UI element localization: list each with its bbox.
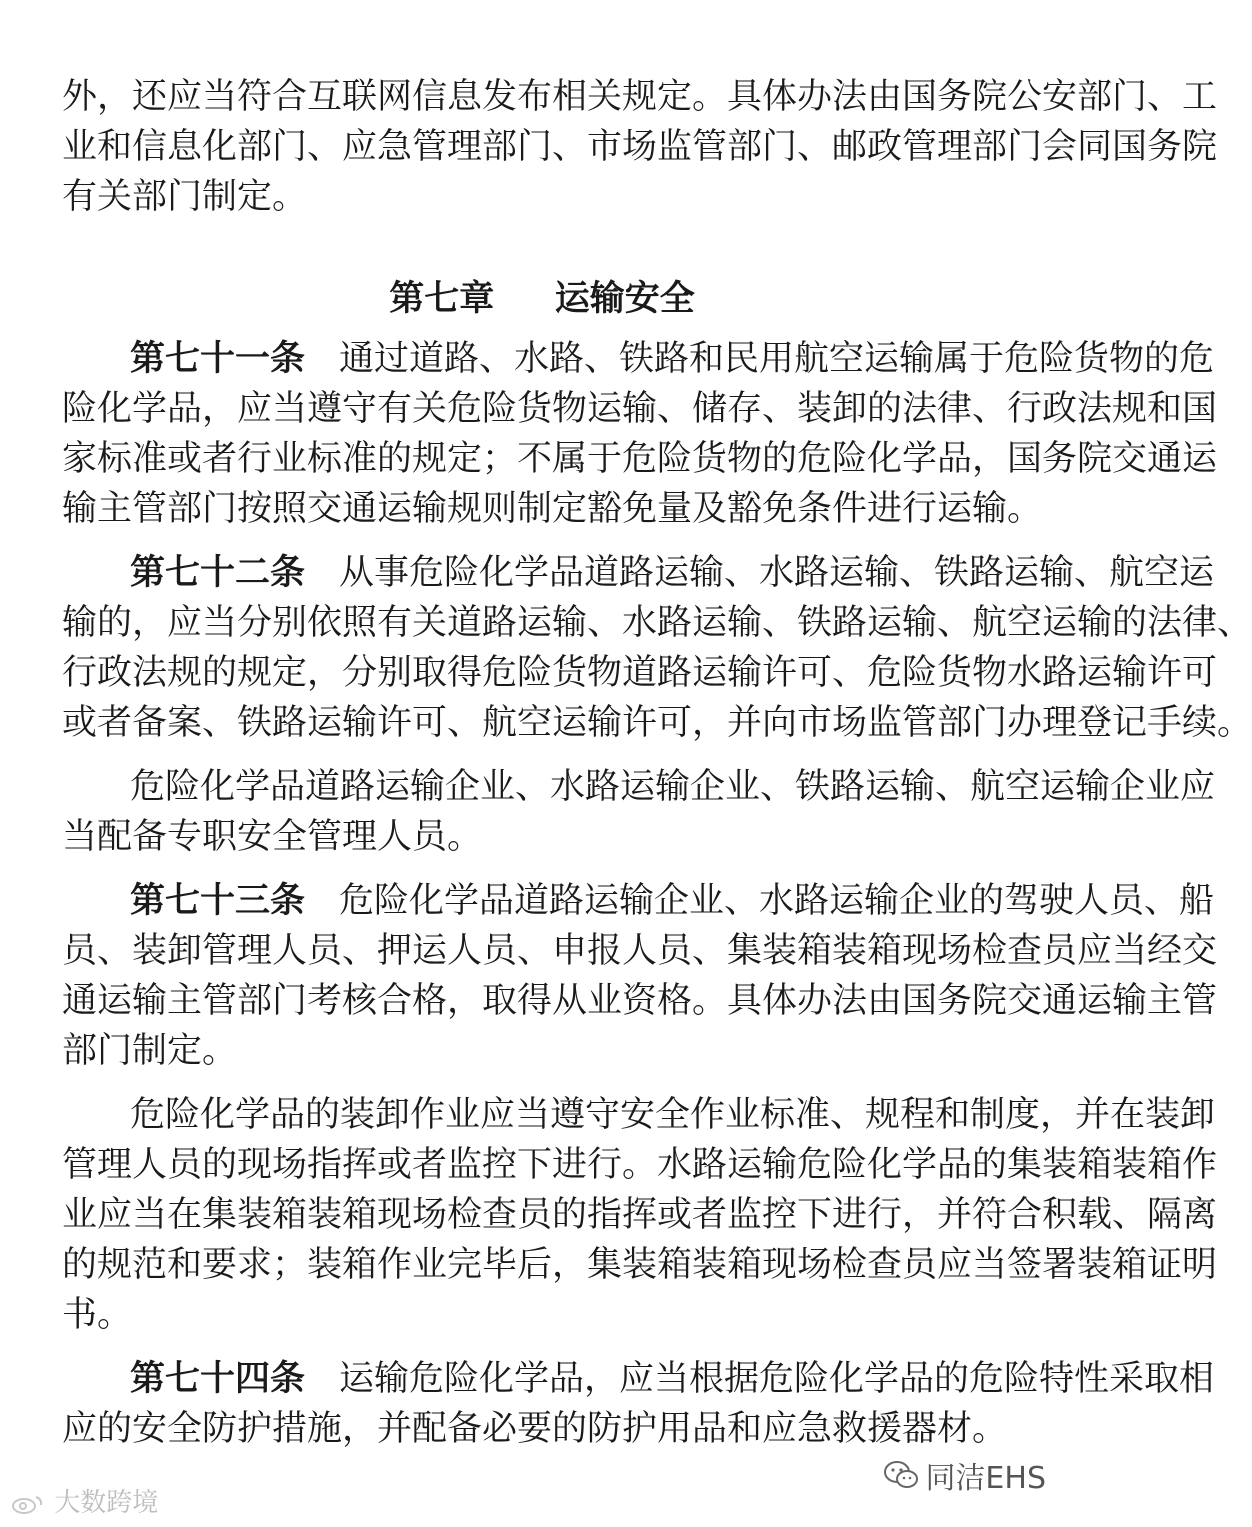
text-line: 行政法规的规定，分别取得危险货物道路运输许可、危险货物水路运输许可: [62, 653, 1218, 693]
text-line: 业和信息化部门、应急管理部门、市场监管部门、邮政管理部门会同国务院: [62, 127, 1218, 167]
article-73-sub: [62, 1090, 1218, 1340]
article-71: [62, 334, 1218, 534]
text-line: 书。: [62, 1295, 133, 1335]
chapter-title: 运输安全: [554, 278, 695, 319]
text-line: 员、装卸管理人员、押运人员、申报人员、集装箱装箱现场检查员应当经交: [62, 931, 1218, 971]
article-label: 第七十三条: [130, 880, 306, 921]
text-line: 管理人员的现场指挥或者监控下进行。水路运输危险化学品的集装箱装箱作: [62, 1145, 1218, 1185]
article-72: [62, 548, 1252, 748]
text-line: 险化学品，应当遵守有关危险货物运输、储存、装卸的法律、行政法规和国: [62, 389, 1218, 429]
chapter-number: 第七章: [389, 278, 495, 319]
article-label: 第七十二条: [130, 552, 306, 593]
text-line: 第七十四条 运输危险化学品，应当根据危险化学品的危险特性采取相: [130, 1358, 1215, 1399]
article-73: [62, 876, 1218, 1076]
watermark-right-text: 同洁EHS: [925, 1461, 1046, 1496]
text-line: 危险化学品的装卸作业应当遵守安全作业标准、规程和制度，并在装卸: [130, 1095, 1216, 1135]
text-line: 第七十三条 危险化学品道路运输企业、水路运输企业的驾驶人员、船: [130, 880, 1215, 921]
watermark-left-text: 大数跨境: [54, 1488, 159, 1518]
weibo-logo-icon: [10, 1493, 46, 1515]
text-line: 的规范和要求；装箱作业完毕后，集装箱装箱现场检查员应当签署装箱证明: [62, 1245, 1218, 1285]
text-line: 第七十一条 通过道路、水路、铁路和民用航空运输属于危险货物的危: [130, 338, 1215, 379]
intro-paragraph: [62, 72, 1218, 222]
text-line: 家标准或者行业标准的规定；不属于危险货物的危险化学品，国务院交通运: [62, 439, 1218, 479]
document-page: [62, 72, 1252, 1468]
chapter-heading: [62, 274, 1022, 324]
article-74: [62, 1354, 1215, 1454]
text-line: 当配备专职安全管理人员。: [62, 817, 483, 857]
text-line: 输的，应当分别依照有关道路运输、水路运输、铁路运输、航空运输的法律、: [62, 603, 1252, 643]
text-line: 外，还应当符合互联网信息发布相关规定。具体办法由国务院公安部门、工: [62, 77, 1218, 117]
watermark-right: [883, 1453, 1046, 1497]
text-line: 或者备案、铁路运输许可、航空运输许可，并向市场监管部门办理登记手续。: [62, 703, 1252, 743]
text-line: 危险化学品道路运输企业、水路运输企业、铁路运输、航空运输企业应: [130, 767, 1216, 807]
text-line: 有关部门制定。: [62, 177, 308, 217]
article-label: 第七十一条: [130, 338, 306, 379]
article-72-sub: [62, 762, 1216, 862]
text-line: 通运输主管部门考核合格，取得从业资格。具体办法由国务院交通运输主管: [62, 981, 1218, 1021]
text-line: 应的安全防护措施，并配备必要的防护用品和应急救援器材。: [62, 1409, 1008, 1449]
text-line: 业应当在集装箱装箱现场检查员的指挥或者监控下进行，并符合积载、隔离: [62, 1195, 1218, 1235]
text-line: 部门制定。: [62, 1031, 238, 1071]
article-label: 第七十四条: [130, 1358, 306, 1399]
wechat-icon: [883, 1460, 919, 1490]
text-line: 输主管部门按照交通运输规则制定豁免量及豁免条件进行运输。: [62, 489, 1043, 529]
text-line: 第七十二条 从事危险化学品道路运输、水路运输、铁路运输、航空运: [130, 552, 1215, 593]
watermark-left: [10, 1482, 158, 1519]
